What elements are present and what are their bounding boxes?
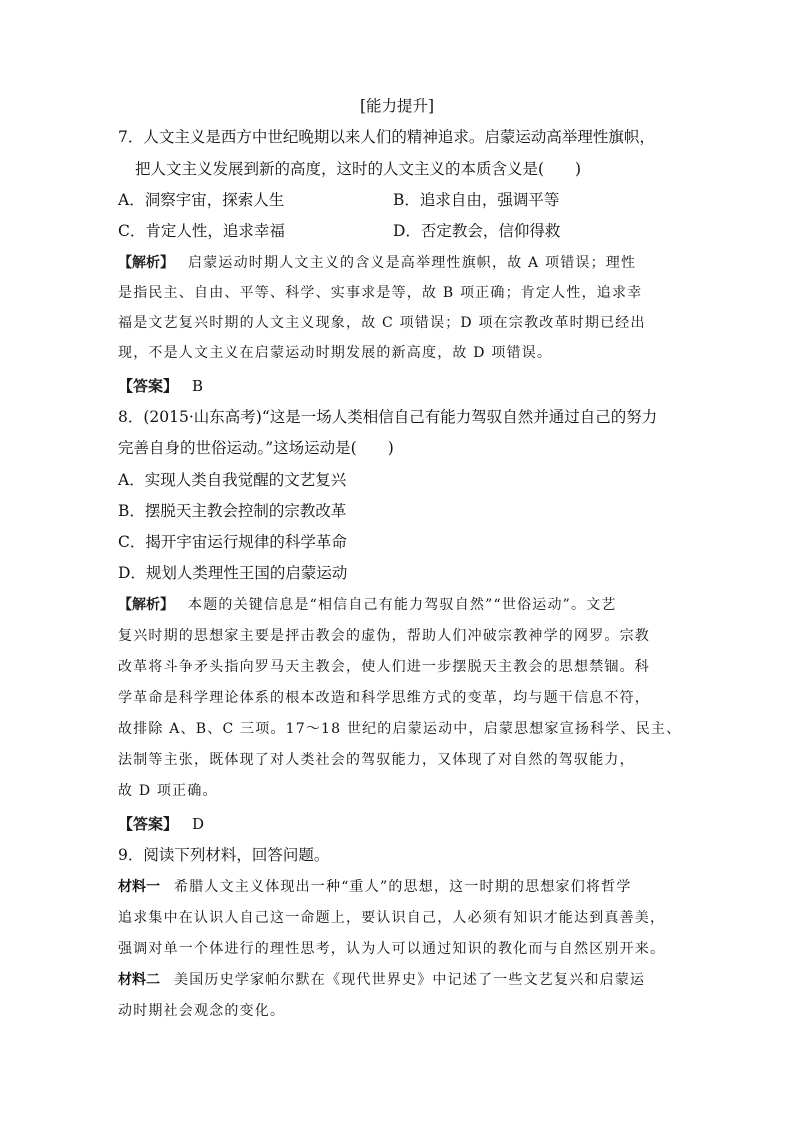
material-2-text-1: 美国历史学家帕尔默在《现代世界史》中记述了一些文艺复兴和启蒙运	[174, 972, 646, 988]
q8-answer-value: D	[192, 815, 205, 833]
q8-analysis-line-3: 改革将斗争矛头指向罗马天主教会，使人们进一步摆脱天主教会的思想禁锢。科	[118, 659, 650, 675]
q8-option-c: C．揭开宇宙运行规律的科学革命	[118, 533, 347, 551]
material-2-line-2: 动时期社会观念的变化。	[118, 1003, 286, 1019]
material-1-line-2: 追求集中在认识人自己这一命题上，要认识自己，人必须有知识才能达到真善美，	[118, 910, 666, 926]
analysis-tag: 【解析】	[118, 597, 174, 613]
q8-stem-line-1: 8．(2015·山东高考)“这是一场人类相信自己有能力驾驭自然并通过自己的努力	[118, 408, 658, 426]
q7-answer-value: B	[192, 377, 204, 395]
q8-analysis-text-1: 本题的关键信息是“相信自己有能力驾驭自然”“世俗运动”。文艺	[188, 597, 617, 613]
q8-option-d: D．规划人类理性王国的启蒙运动	[118, 564, 348, 582]
q8-analysis-line-5: 故排除 A、B、C 三项。17～18 世纪的启蒙运动中，启蒙思想家宣扬科学、民主、	[118, 721, 682, 737]
q7-option-c: C．肯定人性，追求幸福	[118, 222, 285, 240]
q7-analysis-line-2: 是指民主、自由、平等、科学、实事求是等，故 B 项正确；肯定人性，追求幸	[118, 285, 643, 301]
q8-analysis-line-6: 法制等主张，既体现了对人类社会的驾驭能力，又体现了对自然的驾驭能力，	[118, 752, 635, 768]
material-1-line-3: 强调对单一个体进行的理性思考，认为人可以通过知识的教化而与自然区别开来。	[118, 941, 666, 957]
q7-analysis-text-1: 启蒙运动时期人文主义的含义是高举理性旗帜，故 A 项错误；理性	[188, 255, 637, 271]
q8-analysis-line-1	[118, 595, 617, 615]
material-1-text-1: 希腊人文主义体现出一种“重人”的思想，这一时期的思想家们将哲学	[174, 879, 632, 895]
material-1-tag: 材料一	[118, 879, 160, 895]
material-2-tag: 材料二	[118, 972, 160, 988]
q7-stem-line-1: 7．人文主义是西方中世纪晚期以来人们的精神追求。启蒙运动高举理性旗帜，	[118, 128, 655, 146]
q7-stem-line-2: 把人文主义发展到新的高度，这时的人文主义的本质含义是( )	[135, 160, 582, 178]
q7-answer	[118, 376, 203, 396]
q9-stem: 9．阅读下列材料，回答问题。	[118, 846, 330, 864]
answer-tag: 【答案】	[118, 815, 179, 833]
q7-option-b: B．追求自由，强调平等	[393, 191, 560, 209]
q8-answer	[118, 814, 204, 834]
q8-option-b: B．摆脱天主教会控制的宗教改革	[118, 502, 347, 520]
analysis-tag: 【解析】	[118, 255, 174, 271]
q8-analysis-line-2: 复兴时期的思想家主要是抨击教会的虚伪，帮助人们冲破宗教神学的网罗。宗教	[118, 628, 650, 644]
material-1-line-1	[118, 877, 632, 897]
q7-option-a: A．洞察宇宙，探索人生	[118, 191, 285, 209]
material-2-line-1	[118, 970, 645, 990]
section-title: [能力提升]	[359, 97, 435, 115]
answer-tag: 【答案】	[118, 377, 179, 395]
q7-analysis-line-4: 现，不是人文主义在启蒙运动时期发展的新高度，故 D 项错误。	[118, 345, 553, 361]
q8-option-a: A．实现人类自我觉醒的文艺复兴	[118, 471, 347, 489]
q8-analysis-line-7: 故 D 项正确。	[118, 783, 218, 799]
q7-analysis-line-3: 福是文艺复兴时期的人文主义现象，故 C 项错误；D 项在宗教改革时期已经出	[118, 315, 646, 331]
q8-analysis-line-4: 学革命是科学理论体系的根本改造和科学思维方式的变革，均与题干信息不符，	[118, 690, 650, 706]
q7-option-d: D．否定教会，信仰得救	[393, 222, 561, 240]
q8-stem-line-2: 完善自身的世俗运动。”这场运动是( )	[118, 439, 394, 457]
q7-analysis-line-1	[118, 253, 636, 273]
